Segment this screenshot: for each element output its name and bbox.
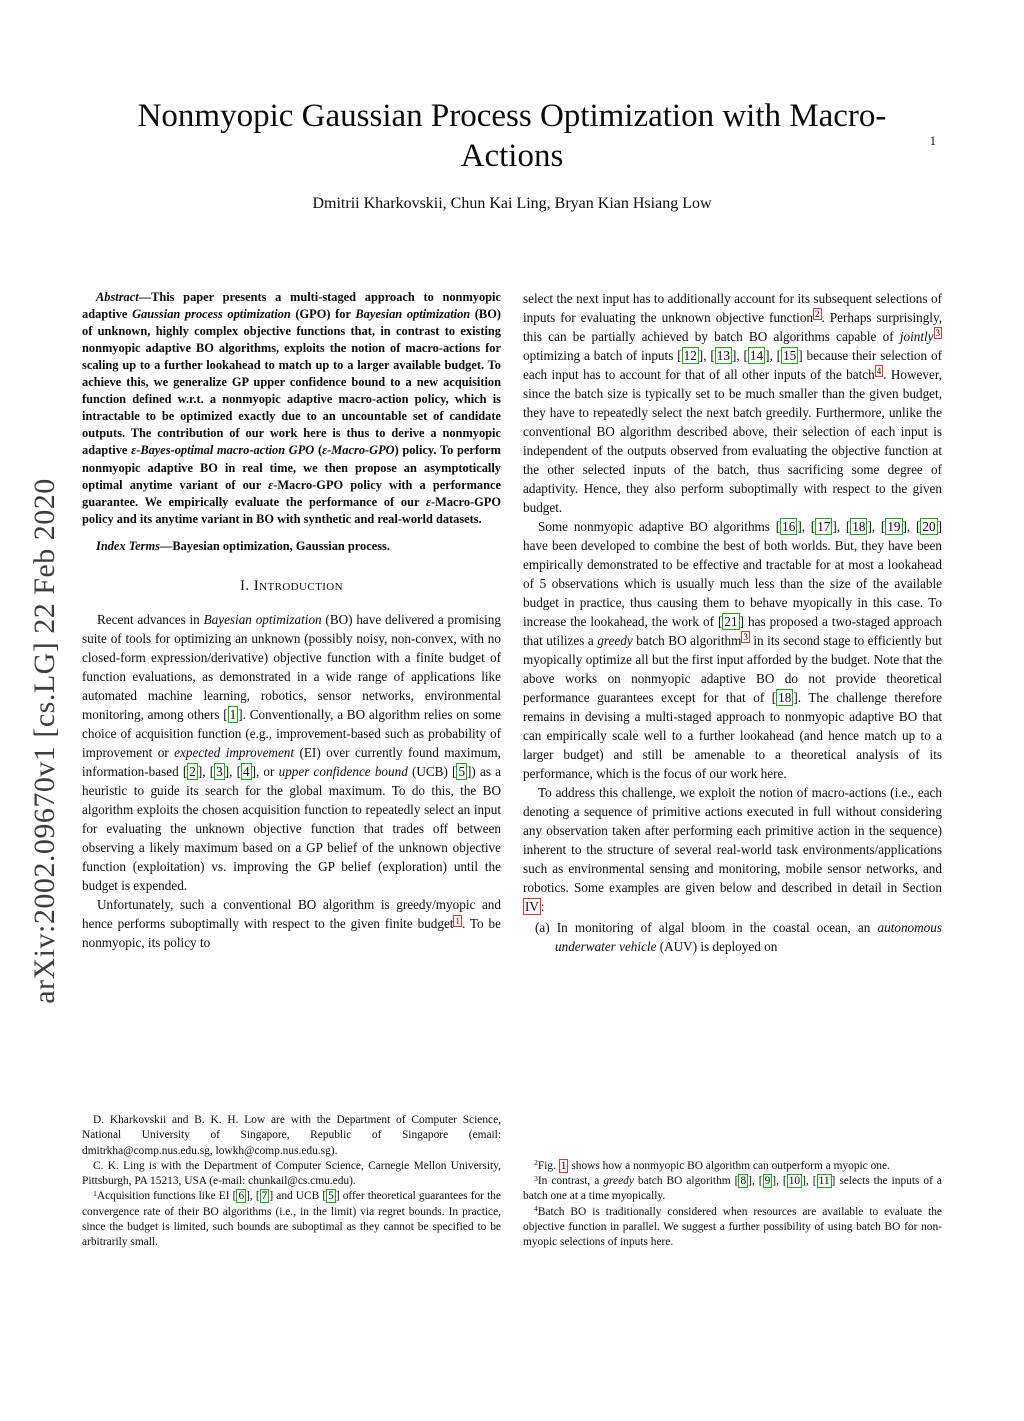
citation-link[interactable]: 9 [764, 1175, 771, 1188]
intro-paragraph-4: Some nonmyopic adaptive BO algorithms [ 16 ], [ 17 ], [ 18 ], [ 19 ], [ 20 ] have been developed to combine the best of both worlds. But, they have been empirically demonstrated to be effective and tractable for at most a lookahead of 5 observations which is usually much less than the size of the available budget in practice, thus causing them to behave myopically in this case. To increase the lookahead, the work of [ 21 ] has proposed a two-staged approach that utilizes a greedy batch BO algorithm $^3$ in its second stage to efficiently but myopically optimize all but the first input afforded by the budget. Note that the above works on nonmyopic adaptive BO do not provide theoretical performance guarantees except for that of [ 18 ]. The challenge therefore remains in devising a multi-staged approach to nonmyopic adaptive BO that can empirically scale well to a further lookahead (and hence match up to a larger budget) and still be amenable to a theoretical analysis of its performance, which is the focus of our work here. [523, 518, 942, 781]
paper-authors: Dmitrii Kharkovskii, Chun Kai Ling, Bryan Kian Hsiang Low [312, 194, 712, 212]
right-column [523, 289, 942, 1251]
citation-link[interactable]: 21 [724, 613, 738, 629]
footnote-1: $^1$Acquisition functions like EI [ 6 ], [ 7 ] and UCB [ 5 ] offer theoretical guarantees for the convergence rate of their BO algorithms (i.e., in the limit) via regret bounds. In practice, since the budget is limited, such bounds are suboptimal as they cannot be specified to be arbitrarily small. [82, 1188, 501, 1249]
footnote-link[interactable]: 3 [935, 328, 940, 339]
citation-link[interactable]: 13 [716, 347, 730, 363]
footnote-marker: 1 [93, 1188, 97, 1198]
footnote-link[interactable]: 1 [455, 916, 460, 927]
left-column [82, 289, 501, 1251]
left-footnotes [82, 1105, 501, 1251]
citation-link[interactable]: 16 [782, 518, 796, 534]
citation-link[interactable]: 5 [328, 1190, 334, 1203]
citation-link[interactable]: 19 [887, 518, 901, 534]
citation-link[interactable]: 1 [229, 707, 237, 723]
citation-link[interactable]: 3 [216, 764, 223, 780]
intro-paragraph-2: Unfortunately, such a conventional BO algorithm is greedy/myopic and hence performs suboptimally with respect to the given finite budget $^1$ . To be nonmyopic, its policy to [82, 897, 501, 951]
ref-link[interactable]: IV [525, 898, 539, 914]
footnote-marker: 4 [534, 1204, 538, 1214]
affiliation-footnote-1: D. Kharkovskii and B. K. H. Low are with the Department of Computer Science, National University of Singapore, Republic of Singapore (email: dmitrkha@comp.nus.edu.sg, lowkh@comp.nus.edu.sg). [82, 1113, 501, 1157]
citation-link[interactable]: 11 [818, 1175, 830, 1188]
abstract: Abstract—This paper presents a multi-staged approach to nonmyopic adaptive Gaussian process optimization (GPO) for Bayesian optimization (BO) of unknown, highly complex objective functions that, in contrast to existing nonmyopic adaptive BO algorithms, exploits the notion of macro-actions for scaling up to a further lookahead to match up to a larger available budget. To achieve this, we generalize GP upper confidence bound to a new acquisition function defined w.r.t. a nonmyopic adaptive macro-action policy, which is intractable to be optimized exactly due to an uncountable set of candidate outputs. The contribution of our work here is thus to derive a nonmyopic adaptive ε-Bayes-optimal macro-action GPO (ε-Macro-GPO) policy. To perform nonmyopic adaptive BO in real time, we then propose an asymptotically optimal anytime variant of our ε-Macro-GPO policy with a performance guarantee. We empirically evaluate the performance of our ε-Macro-GPO policy and its anytime variant in BO with synthetic and real-world datasets. [82, 289, 501, 526]
section-heading-introduction: I. Introduction [240, 578, 343, 595]
citation-link[interactable]: 10 [788, 1175, 801, 1188]
intro-paragraph-3: select the next input has to additionally account for its subsequent selections of inputs for evaluating the unknown objective function $^2$ . Perhaps surprisingly, this can be partially achieved by batch BO algorithms capable of jointly $^3$ optimizing a batch of inputs [ 12 ], [ 13 ], [ 14 ], [ 15 ] because their selection of each input has to account for that of all other inputs of the batch $^4$ . However, since the batch size is typically set to be much smaller than the given budget, they have to repeatedly select the next batch greedily. Furthermore, unlike the conventional BO algorithm described above, their selection of each input is independent of the outputs observed from evaluating the objective function at the other selected inputs of the batch, thus sacrificing some degree of adaptivity. Hence, they also perform suboptimally with respect to the given budget. [523, 290, 942, 515]
example-list-item-a: (a) In monitoring of algal bloom in the coastal ocean, an autonomous underwater vehicle (AUV) is deployed on [535, 919, 942, 954]
citation-link[interactable]: 4 [242, 764, 250, 780]
citation-link[interactable]: 17 [817, 518, 831, 534]
citation-link[interactable]: 20 [922, 518, 936, 534]
paper-title: Nonmyopic Gaussian Process Optimization with Macro-Actions [137, 98, 887, 175]
footnote-link[interactable]: 2 [815, 309, 820, 320]
intro-paragraph-5: To address this challenge, we exploit the notion of macro-actions (i.e., each denoting a sequence of primitive actions executed in full without considering any observation taken after performing each primitive action in the sequence) inherent to the structure of several real-world task environments/applications such as environmental sensing and monitoring, mobile sensor networks, and robotics. Some examples are given below and described in detail in Section IV : [523, 784, 942, 914]
citation-link[interactable]: 7 [261, 1190, 268, 1203]
citation-link[interactable]: 15 [783, 347, 797, 363]
citation-link[interactable]: 8 [740, 1175, 747, 1188]
footnote-marker: 2 [534, 1158, 538, 1168]
citation-link[interactable]: 14 [749, 347, 764, 363]
footnote-2: $^2$Fig. 1 shows how a nonmyopic BO algorithm can outperform a myopic one. [534, 1158, 890, 1172]
citation-link[interactable]: 5 [458, 764, 466, 780]
footnote-marker: 3 [534, 1173, 538, 1183]
citation-link[interactable]: 18 [778, 689, 792, 705]
right-column-body [523, 289, 942, 956]
right-footnotes [523, 1151, 942, 1251]
citation-link[interactable]: 12 [683, 347, 697, 363]
index-terms: Index Terms—Bayesian optimization, Gaussian process. [96, 539, 390, 554]
citation-link[interactable]: 2 [189, 764, 196, 780]
citation-link[interactable]: 18 [852, 518, 866, 534]
content-columns [82, 289, 942, 1251]
citation-link[interactable]: 6 [238, 1190, 245, 1203]
arxiv-stamp[interactable]: arXiv:2002.09670v1 [cs.LG] 22 Feb 2020 [28, 478, 61, 1004]
ref-link[interactable]: 1 [560, 1159, 567, 1172]
footnote-link[interactable]: 3 [743, 632, 748, 643]
footnote-4: $^4$Batch BO is traditionally considered when resources are available to evaluate the objective function in parallel. We suggest a further possibility of using batch BO for non-myopic selections of inputs here. [523, 1204, 942, 1249]
footnote-3: $^3$In contrast, a greedy batch BO algorithm [ 8 ], [ 9 ], [ 10 ], [ 11 ] selects the inputs of a batch one at a time myopically. [523, 1173, 942, 1203]
affiliation-footnote-2: C. K. Ling is with the Department of Computer Science, Carnegie Mellon University, Pittsburgh, PA 15213, USA (e-mail: chunkail@cs.cmu.edu). [82, 1159, 501, 1188]
left-column-body [82, 289, 501, 953]
intro-paragraph-1: Recent advances in Bayesian optimization (BO) have delivered a promising suite of tools for optimizing an unknown (possibly noisy, non-convex, with no closed-form expression/derivative) objective function with a finite budget of function evaluations, as demonstrated in a wide range of applications like automated machine learning, robotics, sensor networks, environmental monitoring, among others [ 1 ]. Conventionally, a BO algorithm relies on some choice of acquisition function (e.g., improvement-based such as probability of improvement or expected improvement (EI) over currently found maximum, information-based [ 2 ], [ 3 ], [ 4 ], or upper confidence bound (UCB) [ 5 ]) as a heuristic to guide its search for the global maximum. To do this, the BO algorithm exploits the chosen acquisition function to repeatedly select an input for evaluating the unknown objective function that trades off between observing a likely maximum based on a GP belief of the unknown objective function (exploitation) vs. improving the GP belief (exploration) until the budget is expended. [82, 612, 501, 894]
page-number: 1 [929, 134, 936, 148]
paper-page [0, 96, 1024, 1251]
footnote-link[interactable]: 4 [876, 366, 882, 377]
